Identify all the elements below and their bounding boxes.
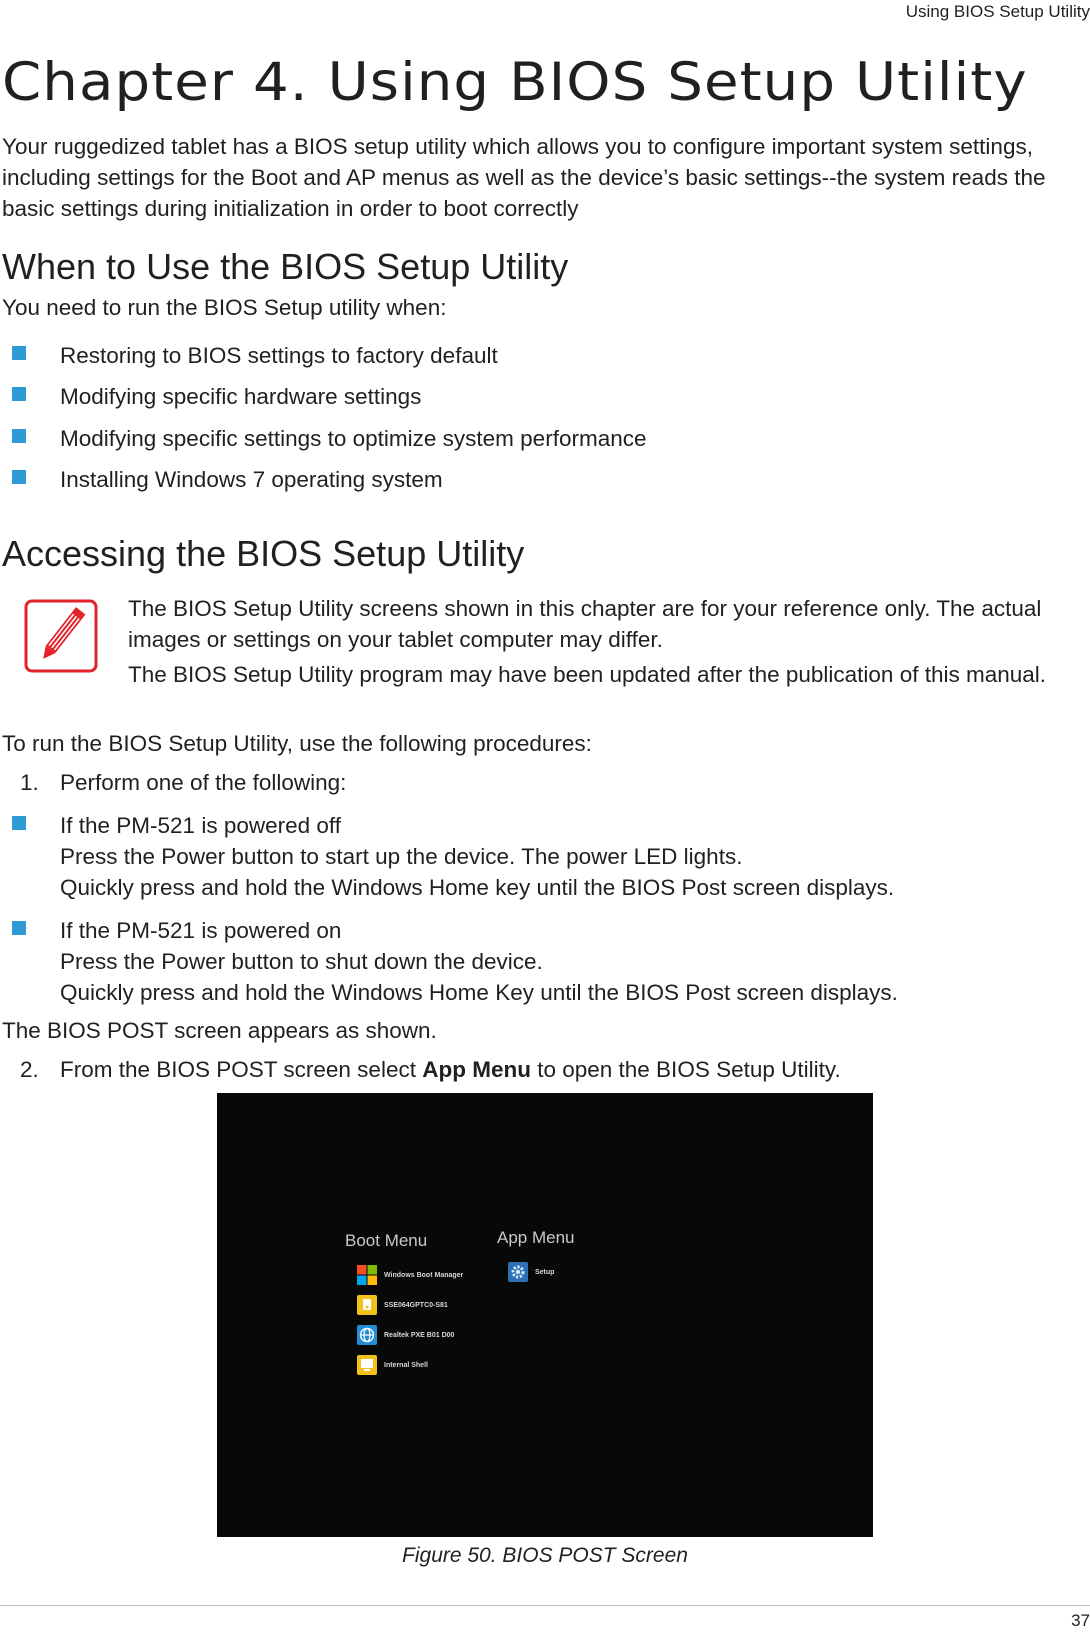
running-header: Using BIOS Setup Utility — [905, 2, 1090, 21]
page-number: 37 — [1071, 1611, 1090, 1630]
square-bullet-icon — [12, 921, 26, 935]
step-text-post: to open the BIOS Setup Utility. — [530, 1057, 841, 1082]
access-lead-text: To run the BIOS Setup Utility, use the following procedures: — [2, 731, 592, 756]
network-globe-icon — [356, 1324, 378, 1346]
post-appears-text: The BIOS POST screen appears as shown. — [2, 1018, 437, 1043]
intro-paragraph: Your ruggedized tablet has a BIOS setup utility which allows you to configure important system settings, including settings for the Boot and AP menus as well as the device’s basic settings--the system reads the basic settings during initialization in order to boot correctly — [2, 134, 1046, 221]
windows-logo-icon — [356, 1264, 378, 1286]
option-line: Press the Power button to start up the device. The power LED lights. — [60, 844, 743, 869]
shell-terminal-icon — [356, 1354, 378, 1376]
square-bullet-icon — [12, 470, 26, 484]
option-line: If the PM-521 is powered on — [60, 918, 342, 943]
app-item-label: Setup — [535, 1268, 555, 1276]
boot-item-realtek-pxe[interactable] — [356, 1324, 454, 1346]
boot-item-label: Windows Boot Manager — [384, 1271, 464, 1279]
square-bullet-icon — [12, 387, 26, 401]
footer-divider — [0, 1605, 1090, 1606]
gear-icon — [507, 1261, 529, 1283]
square-bullet-icon — [12, 346, 26, 360]
square-bullet-icon — [12, 429, 26, 443]
list-item-text: Restoring to BIOS settings to factory default — [60, 343, 498, 368]
step-text: Perform one of the following: — [60, 770, 347, 795]
heading-when-to-use: When to Use the BIOS Setup Utility — [2, 246, 569, 287]
boot-item-label: Internal Shell — [384, 1361, 428, 1369]
bios-post-screenshot — [217, 1093, 873, 1537]
step-number: 2. — [20, 1057, 39, 1082]
app-menu-emphasis: App Menu — [422, 1057, 531, 1082]
option-line: Press the Power button to shut down the device. — [60, 949, 543, 974]
figure-caption: Figure 50. BIOS POST Screen — [402, 1544, 688, 1567]
note-paragraph: The BIOS Setup Utility program may have been updated after the publication of this manual. — [128, 662, 1047, 687]
heading-accessing: Accessing the BIOS Setup Utility — [2, 533, 525, 574]
list-item-text: Modifying specific hardware settings — [60, 384, 422, 409]
boot-menu-title: Boot Menu — [345, 1231, 428, 1250]
note-paragraph: The BIOS Setup Utility screens shown in this chapter are for your reference only. The actual images or settings on your tablet computer may differ. — [128, 596, 1042, 652]
list-item-text: Modifying specific settings to optimize system performance — [60, 426, 647, 451]
disk-drive-icon — [356, 1294, 378, 1316]
boot-item-ssd[interactable] — [356, 1294, 448, 1316]
list-item-text: Installing Windows 7 operating system — [60, 467, 443, 492]
boot-item-windows-boot-manager[interactable] — [356, 1264, 463, 1286]
app-menu-title[interactable]: App Menu — [497, 1228, 575, 1247]
boot-item-label: SSE064GPTC0-S81 — [384, 1301, 448, 1309]
step-text — [60, 1057, 841, 1083]
option-line: If the PM-521 is powered off — [60, 813, 341, 838]
option-line: Quickly press and hold the Windows Home Key until the BIOS Post screen displays. — [60, 980, 898, 1005]
app-item-setup[interactable] — [507, 1261, 554, 1283]
step-number: 1. — [20, 770, 39, 795]
boot-item-internal-shell[interactable] — [356, 1354, 428, 1376]
option-line: Quickly press and hold the Windows Home key until the BIOS Post screen displays. — [60, 875, 895, 900]
square-bullet-icon — [12, 816, 26, 830]
when-lead-text: You need to run the BIOS Setup utility when: — [2, 295, 447, 320]
chapter-title: Chapter 4. Using BIOS Setup Utility — [2, 52, 1028, 113]
step-text-pre: From the BIOS POST screen select — [60, 1057, 423, 1082]
pencil-note-icon — [24, 599, 98, 673]
boot-item-label: Realtek PXE B01 D00 — [384, 1331, 455, 1339]
